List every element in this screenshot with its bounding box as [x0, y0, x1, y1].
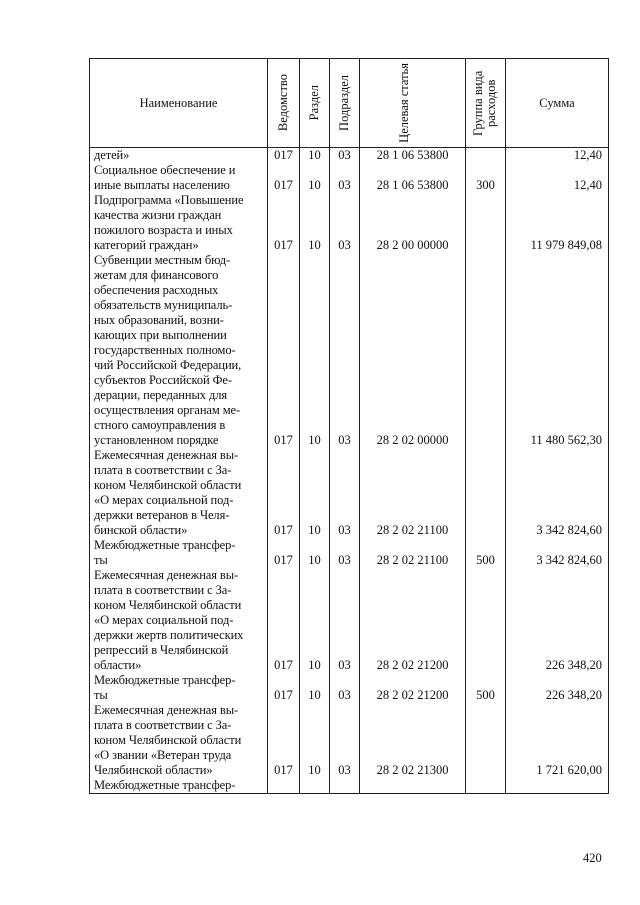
header-name: Наименование: [90, 59, 268, 148]
cell-razdel: 10: [300, 253, 330, 448]
header-gruppa-vida-rashodov-label: Группа вида расходов: [470, 70, 498, 136]
cell-vedomstvo: 017: [268, 193, 300, 253]
cell-podrazdel: 03: [330, 703, 360, 778]
cell-name-line: репрессий в Челябинской: [94, 643, 229, 657]
cell-name-line: дерации, переданных для: [94, 388, 228, 402]
cell-vedomstvo: [268, 778, 300, 794]
cell-summa: [506, 778, 609, 794]
cell-name: [90, 193, 268, 253]
header-razdel: [300, 59, 330, 148]
cell-name: [90, 568, 268, 673]
header-gruppa-vida-rashodov: [466, 59, 506, 148]
cell-razdel: [300, 778, 330, 794]
table-row: [90, 163, 609, 193]
cell-name-line: стного самоуправления в: [94, 418, 226, 432]
cell-vedomstvo: 017: [268, 253, 300, 448]
cell-name-line: обязательств муниципаль-: [94, 298, 233, 312]
cell-summa: 1 721 620,00: [506, 703, 609, 778]
cell-name-line: ты: [94, 688, 108, 702]
page-number: 420: [583, 851, 602, 865]
cell-summa: 11 480 562,30: [506, 253, 609, 448]
cell-summa: 11 979 849,08: [506, 193, 609, 253]
cell-name: [90, 253, 268, 448]
cell-name-line: коном Челябинской области: [94, 478, 242, 492]
table-row: [90, 193, 609, 253]
header-podrazdel-label: Подраздел: [337, 75, 351, 131]
cell-razdel: 10: [300, 193, 330, 253]
cell-name-line: качества жизни граждан: [94, 208, 222, 222]
cell-podrazdel: 03: [330, 448, 360, 538]
cell-gruppa-vida-rashodov: [466, 703, 506, 778]
cell-name-line: пожилого возраста и иных: [94, 223, 233, 237]
cell-vedomstvo: 017: [268, 538, 300, 568]
cell-name-line: жетам для финансового: [94, 268, 219, 282]
cell-name-line: Межбюджетные трансфер-: [94, 673, 236, 687]
cell-celevaya-statya: 28 2 00 00000: [360, 193, 466, 253]
cell-name: [90, 148, 268, 164]
cell-celevaya-statya: [360, 778, 466, 794]
table-row: [90, 448, 609, 538]
cell-name-line: «О мерах социальной под-: [94, 493, 234, 507]
header-vedomstvo-label: Ведомство: [276, 74, 290, 132]
cell-name-line: держки ветеранов в Челя-: [94, 508, 230, 522]
cell-celevaya-statya: 28 1 06 53800: [360, 163, 466, 193]
cell-summa: 226 348,20: [506, 673, 609, 703]
cell-name-line: бинской области»: [94, 523, 188, 537]
cell-razdel: 10: [300, 148, 330, 164]
cell-name-line: ты: [94, 553, 108, 567]
cell-gruppa-vida-rashodov: 300: [466, 163, 506, 193]
cell-vedomstvo: 017: [268, 673, 300, 703]
cell-summa: 12,40: [506, 163, 609, 193]
cell-name: [90, 163, 268, 193]
header-celevaya-statya-label: Целевая статья: [396, 63, 411, 143]
cell-celevaya-statya: 28 2 02 21200: [360, 568, 466, 673]
cell-podrazdel: 03: [330, 673, 360, 703]
table-row: [90, 568, 609, 673]
cell-name: [90, 448, 268, 538]
cell-gruppa-vida-rashodov: 500: [466, 538, 506, 568]
table-row: [90, 703, 609, 778]
cell-celevaya-statya: 28 2 02 21100: [360, 448, 466, 538]
cell-name-line: коном Челябинской области: [94, 733, 242, 747]
table-row: [90, 778, 609, 794]
table-body: [90, 148, 609, 794]
cell-name-line: установленном порядке: [94, 433, 219, 447]
cell-summa: 3 342 824,60: [506, 448, 609, 538]
cell-name-line: плата в соответствии с За-: [94, 463, 232, 477]
cell-razdel: 10: [300, 703, 330, 778]
cell-name-line: области»: [94, 658, 142, 672]
cell-name-line: Межбюджетные трансфер-: [94, 778, 236, 792]
cell-name-line: коном Челябинской области: [94, 598, 242, 612]
cell-name-line: детей»: [94, 148, 130, 162]
cell-name-line: Ежемесячная денежная вы-: [94, 568, 239, 582]
cell-gruppa-vida-rashodov: [466, 778, 506, 794]
cell-summa: 12,40: [506, 148, 609, 164]
cell-name-line: осуществления органам ме-: [94, 403, 241, 417]
table-row: [90, 673, 609, 703]
cell-podrazdel: 03: [330, 148, 360, 164]
cell-name-line: обеспечения расходных: [94, 283, 219, 297]
cell-name-line: кающих при выполнении: [94, 328, 227, 342]
cell-name-line: Межбюджетные трансфер-: [94, 538, 236, 552]
cell-celevaya-statya: 28 2 02 21200: [360, 673, 466, 703]
cell-name-line: субъектов Российской Фе-: [94, 373, 232, 387]
cell-name: [90, 673, 268, 703]
budget-table: [89, 58, 609, 794]
cell-gruppa-vida-rashodov: [466, 193, 506, 253]
cell-name-line: «О звании «Ветеран труда: [94, 748, 232, 762]
cell-name: [90, 778, 268, 794]
header-razdel-label: Раздел: [307, 85, 321, 121]
cell-gruppa-vida-rashodov: [466, 448, 506, 538]
cell-name-line: «О мерах социальной под-: [94, 613, 234, 627]
cell-name-line: Субвенции местным бюд-: [94, 253, 231, 267]
cell-vedomstvo: 017: [268, 148, 300, 164]
cell-name-line: Подпрограмма «Повышение: [94, 193, 244, 207]
cell-name-line: иные выплаты населению: [94, 178, 230, 192]
cell-razdel: 10: [300, 163, 330, 193]
table-row: [90, 253, 609, 448]
cell-name-line: Ежемесячная денежная вы-: [94, 703, 239, 717]
cell-gruppa-vida-rashodov: [466, 253, 506, 448]
cell-summa: 3 342 824,60: [506, 538, 609, 568]
cell-podrazdel: [330, 778, 360, 794]
header-celevaya-statya: [360, 59, 466, 148]
header-podrazdel: [330, 59, 360, 148]
table-header-row: [90, 59, 609, 148]
cell-name-line: плата в соответствии с За-: [94, 718, 232, 732]
cell-name-line: Ежемесячная денежная вы-: [94, 448, 239, 462]
cell-razdel: 10: [300, 448, 330, 538]
header-summa: Сумма: [506, 59, 609, 148]
header-vedomstvo: [268, 59, 300, 148]
cell-podrazdel: 03: [330, 193, 360, 253]
cell-celevaya-statya: 28 2 02 21100: [360, 538, 466, 568]
cell-name-line: Челябинской области»: [94, 763, 213, 777]
cell-gruppa-vida-rashodov: [466, 148, 506, 164]
cell-podrazdel: 03: [330, 568, 360, 673]
cell-gruppa-vida-rashodov: 500: [466, 673, 506, 703]
cell-podrazdel: 03: [330, 163, 360, 193]
cell-vedomstvo: 017: [268, 703, 300, 778]
cell-name-line: чий Российской Федерации,: [94, 358, 242, 372]
cell-vedomstvo: 017: [268, 163, 300, 193]
cell-razdel: 10: [300, 568, 330, 673]
table-row: [90, 538, 609, 568]
cell-podrazdel: 03: [330, 538, 360, 568]
cell-name-line: плата в соответствии с За-: [94, 583, 232, 597]
cell-razdel: 10: [300, 673, 330, 703]
cell-name-line: Социальное обеспечение и: [94, 163, 236, 177]
table-row: [90, 148, 609, 164]
cell-podrazdel: 03: [330, 253, 360, 448]
cell-razdel: 10: [300, 538, 330, 568]
cell-gruppa-vida-rashodov: [466, 568, 506, 673]
cell-name-line: государственных полномо-: [94, 343, 236, 357]
cell-celevaya-statya: 28 2 02 21300: [360, 703, 466, 778]
cell-vedomstvo: 017: [268, 568, 300, 673]
cell-celevaya-statya: 28 2 02 00000: [360, 253, 466, 448]
cell-name: [90, 538, 268, 568]
cell-name-line: держки жертв политических: [94, 628, 244, 642]
cell-name-line: категорий граждан»: [94, 238, 199, 252]
cell-name: [90, 703, 268, 778]
cell-vedomstvo: 017: [268, 448, 300, 538]
cell-celevaya-statya: 28 1 06 53800: [360, 148, 466, 164]
cell-summa: 226 348,20: [506, 568, 609, 673]
cell-name-line: ных образований, возни-: [94, 313, 224, 327]
